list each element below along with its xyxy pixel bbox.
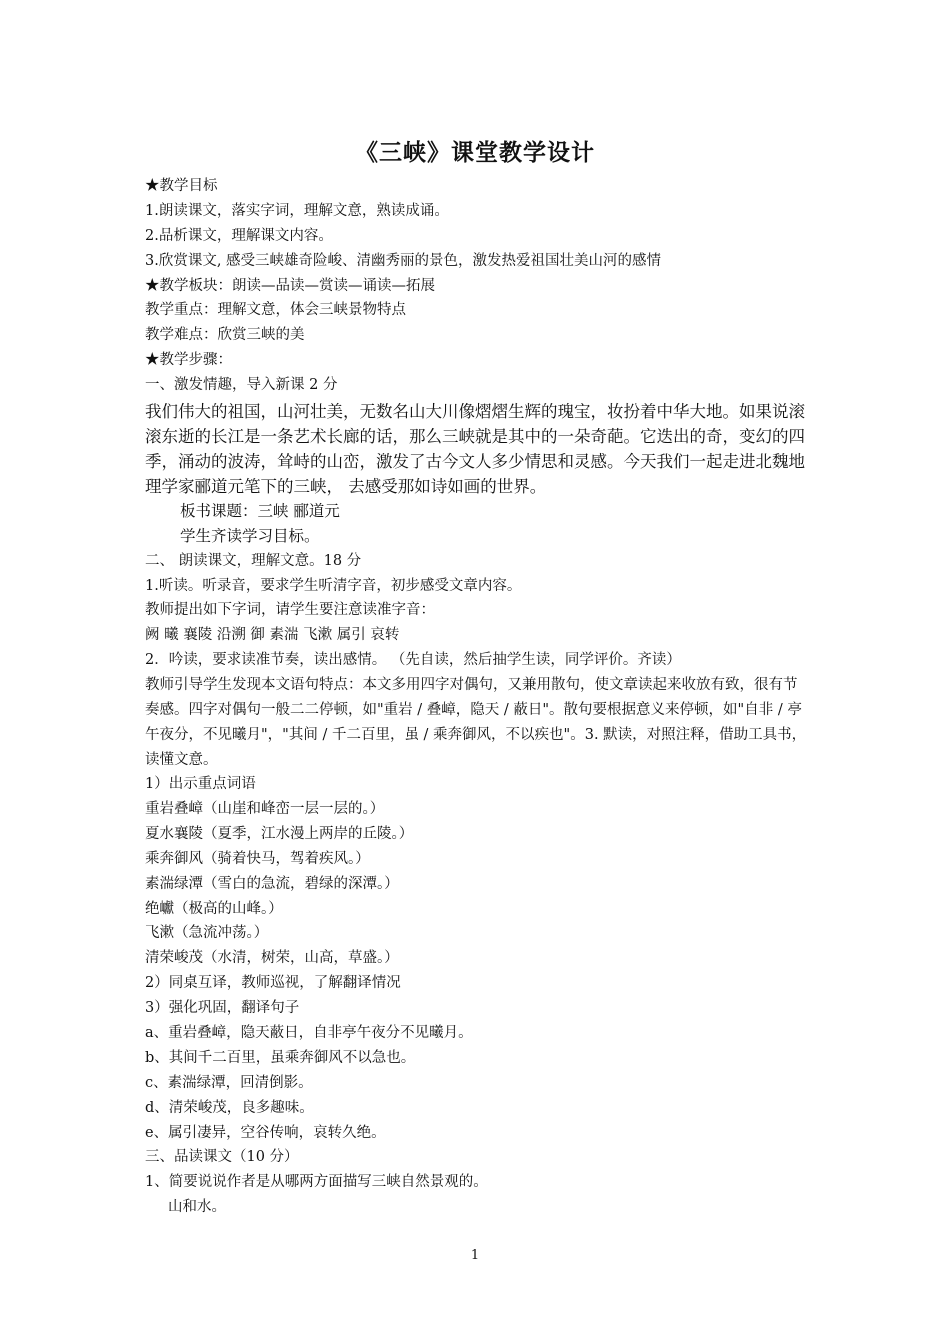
text-line: 乘奔御风（骑着快马，驾着疾风。） xyxy=(145,851,370,867)
text-line: 1.听读。听录音，要求学生听清字音，初步感受文章内容。 xyxy=(145,578,522,594)
rhythm-paragraph: 教师引导学生发现本文语句特点：本文多用四字对偶句，又兼用散句，使文章读起来收放有致，很有节奏感。四字对偶句一般二二停顿，如"重岩 / 叠嶂，隐天 / 蔽日"。散句要根据意义来停顿，如"自非 / 亭午夜分，不见曦月"，"其间 / 千二百里，虽 / 乘奔御风，不以疾也"。3. 默读，对照注释，借助工具书，读懂文意。 xyxy=(145,677,807,768)
text-line: 1.朗读课文，落实字词，理解文意，熟读成诵。 xyxy=(145,203,449,219)
section-heading: 三、品读课文（10 分） xyxy=(145,1149,299,1165)
text-line: 2.品析课文，理解课文内容。 xyxy=(145,228,333,244)
text-line: 清荣峻茂（水清，树荣，山高，草盛。） xyxy=(145,950,399,966)
text-line: 3）强化巩固，翻译句子 xyxy=(145,1000,300,1016)
text-line: c、素湍绿潭，回清倒影。 xyxy=(145,1075,313,1091)
text-line: d、清荣峻茂，良多趣味。 xyxy=(145,1100,314,1116)
text-line: 绝巘（极高的山峰。） xyxy=(145,901,283,917)
text-line: 教学难点：欣赏三峡的美 xyxy=(145,327,305,343)
text-line: 3.欣赏课文, 感受三峡雄奇险峻、清幽秀丽的景色，激发热爱祖国壮美山河的感情 xyxy=(145,253,662,269)
page-number: 1 xyxy=(470,1248,480,1263)
answer-line: 山和水。 xyxy=(168,1199,226,1215)
text-line: 教师提出如下字词，请学生要注意读准字音： xyxy=(145,602,435,618)
text-line: ★教学板块：朗读—品读—赏读—诵读—拓展 xyxy=(145,278,435,294)
text-line: ★教学步骤： xyxy=(145,352,232,368)
section-heading: 二、 朗读课文，理解文意。18 分 xyxy=(145,553,362,569)
text-line: 1）出示重点词语 xyxy=(145,776,256,792)
text-line: e、属引凄异，空谷传响，哀转久绝。 xyxy=(145,1125,386,1141)
text-line: ★教学目标 xyxy=(145,178,218,194)
intro-paragraph: 我们伟大的祖国，山河壮美，无数名山大川像熠熠生辉的瑰宝，妆扮着中华大地。如果说滚滚东逝的长江是一条艺术长廊的话，那么三峡就是其中的一朵奇葩。它迭出的奇，变幻的四季，涌动的波涛，耸峙的山峦，激发了古今文人多少情思和灵感。今天我们一起走进北魏地理学家郦道元笔下的三峡， 去感受那如诗如画的世界。 xyxy=(145,402,805,496)
document-title: 《三峡》课堂教学设计 xyxy=(355,139,595,166)
text-line: 飞漱（急流冲荡。） xyxy=(145,925,269,941)
text-line: 素湍绿潭（雪白的急流，碧绿的深潭。） xyxy=(145,876,399,892)
text-line: a、重岩叠嶂，隐天蔽日，自非亭午夜分不见曦月。 xyxy=(145,1025,473,1041)
text-line: 2）同桌互译，教师巡视，了解翻译情况 xyxy=(145,975,401,991)
text-line: 阙 曦 襄陵 沿溯 御 素湍 飞漱 属引 哀转 xyxy=(145,627,400,643)
text-line: 夏水襄陵（夏季，江水漫上两岸的丘陵。） xyxy=(145,826,414,842)
text-line: 教学重点：理解文意，体会三峡景物特点 xyxy=(145,302,406,318)
text-line: b、其间千二百里，虽乘奔御风不以急也。 xyxy=(145,1050,416,1066)
text-line: 2．吟读，要求读准节奏，读出感情。 （先自读，然后抽学生读，同学评价。齐读） xyxy=(145,652,681,668)
text-line: 板书课题：三峡 郦道元 xyxy=(180,502,340,520)
text-line: 一、激发情趣，导入新课 2 分 xyxy=(145,377,338,393)
text-line: 学生齐读学习目标。 xyxy=(180,527,320,545)
text-line: 重岩叠嶂（山崖和峰峦一层一层的。） xyxy=(145,801,385,817)
text-line: 1、简要说说作者是从哪两方面描写三峡自然景观的。 xyxy=(145,1174,488,1190)
